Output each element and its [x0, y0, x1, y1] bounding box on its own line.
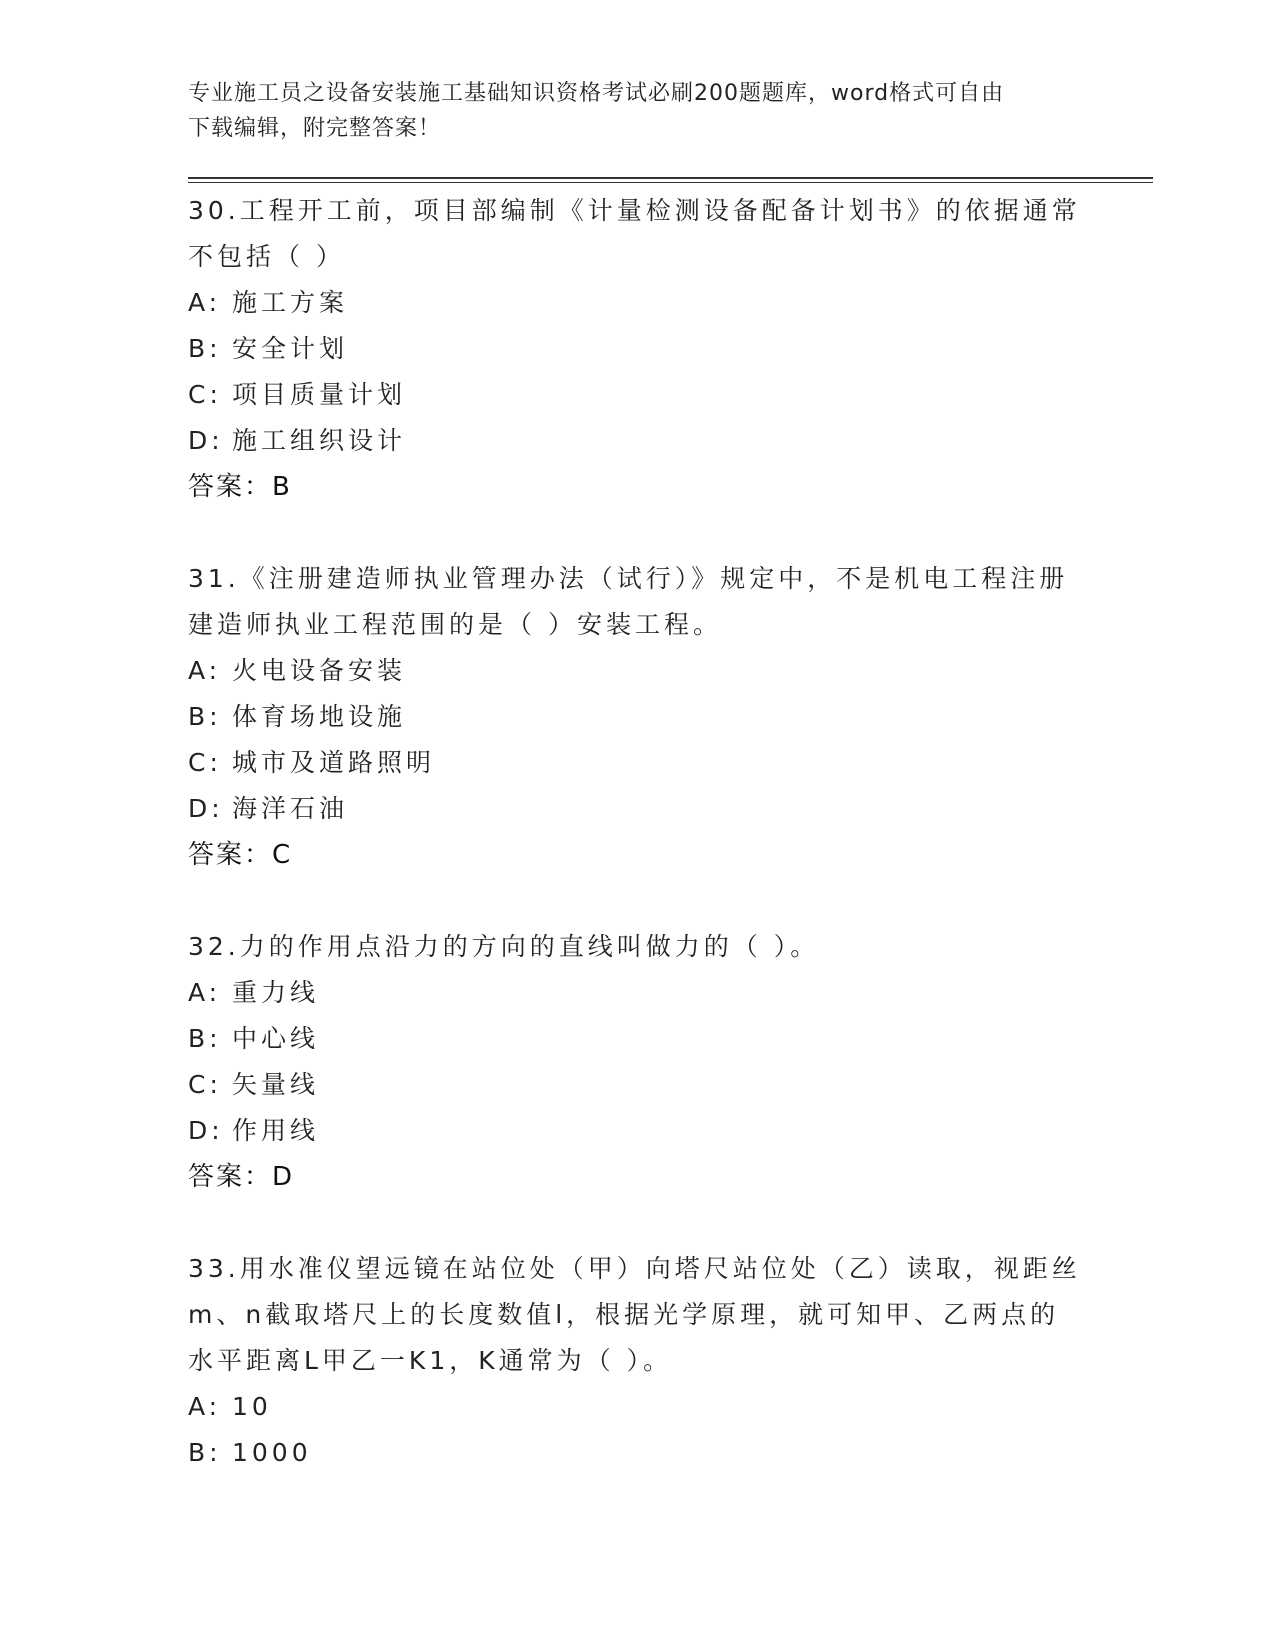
option-b: [188, 694, 1088, 740]
option-b: [188, 326, 1088, 372]
option-text: 海洋石油: [232, 794, 349, 823]
question-stem: 32.力的作用点沿力的方向的直线叫做力的（ ）。: [188, 932, 820, 961]
answer-line: 答案：D: [188, 1162, 295, 1192]
option-a: [188, 648, 1088, 694]
question-stem: m、n截取塔尺上的长度数值l，根据光学原理，就可知甲、乙两点的: [188, 1300, 1060, 1329]
option-key: C:: [188, 380, 222, 409]
answer-line: 答案：B: [188, 472, 292, 502]
question-30: [188, 188, 1088, 510]
option-key: B:: [188, 702, 222, 731]
question-list: [188, 188, 1088, 1476]
option-text: 中心线: [232, 1024, 320, 1053]
option-c: [188, 372, 1088, 418]
option-text: 施工方案: [232, 288, 349, 317]
question-33: [188, 1246, 1088, 1476]
question-32: [188, 924, 1088, 1200]
option-b: [188, 1430, 1088, 1476]
header-divider-thin: [188, 182, 1153, 183]
option-key: A:: [188, 656, 222, 685]
option-a: [188, 970, 1088, 1016]
document-header: [188, 76, 1088, 146]
spacer: [188, 1200, 1088, 1246]
option-text: 矢量线: [232, 1070, 320, 1099]
option-text: 重力线: [232, 978, 320, 1007]
question-stem: 33.用水准仪望远镜在站位处（甲）向塔尺站位处（乙）读取，视距丝: [188, 1254, 1081, 1283]
option-c: [188, 740, 1088, 786]
option-d: [188, 418, 1088, 464]
question-stem: 31.《注册建造师执业管理办法（试行）》规定中，不是机电工程注册: [188, 564, 1069, 593]
option-key: A:: [188, 978, 222, 1007]
option-text: 安全计划: [232, 334, 349, 363]
option-key: A:: [188, 1392, 222, 1421]
option-key: B:: [188, 1024, 222, 1053]
option-key: D:: [188, 1116, 224, 1145]
question-stem: 建造师执业工程范围的是（ ）安装工程。: [188, 610, 722, 639]
option-text: 体育场地设施: [232, 702, 407, 731]
spacer: [188, 510, 1088, 556]
option-a: [188, 280, 1088, 326]
option-key: D:: [188, 794, 224, 823]
option-text: 城市及道路照明: [232, 748, 436, 777]
question-stem: 不包括（ ）: [188, 242, 345, 271]
option-key: C:: [188, 748, 222, 777]
question-stem: 30.工程开工前，项目部编制《计量检测设备配备计划书》的依据通常: [188, 196, 1081, 225]
header-divider-thick: [188, 177, 1153, 179]
option-text: 火电设备安装: [232, 656, 407, 685]
option-key: D:: [188, 426, 224, 455]
option-d: [188, 786, 1088, 832]
option-key: B:: [188, 1438, 222, 1467]
question-31: [188, 556, 1088, 878]
option-key: A:: [188, 288, 222, 317]
spacer: [188, 878, 1088, 924]
option-c: [188, 1062, 1088, 1108]
option-d: [188, 1108, 1088, 1154]
option-key: C:: [188, 1070, 222, 1099]
header-line-1: 专业施工员之设备安装施工基础知识资格考试必刷200题题库，word格式可自由: [188, 81, 1005, 106]
option-text: 作用线: [232, 1116, 320, 1145]
option-text: 施工组织设计: [232, 426, 407, 455]
option-a: [188, 1384, 1088, 1430]
option-text: 1000: [232, 1438, 312, 1467]
option-text: 10: [232, 1392, 272, 1421]
option-key: B:: [188, 334, 222, 363]
option-b: [188, 1016, 1088, 1062]
question-stem: 水平距离L甲乙一K1，K通常为（ ）。: [188, 1346, 673, 1375]
answer-line: 答案：C: [188, 840, 293, 870]
header-line-2: 下载编辑，附完整答案！: [188, 116, 442, 141]
option-text: 项目质量计划: [232, 380, 407, 409]
